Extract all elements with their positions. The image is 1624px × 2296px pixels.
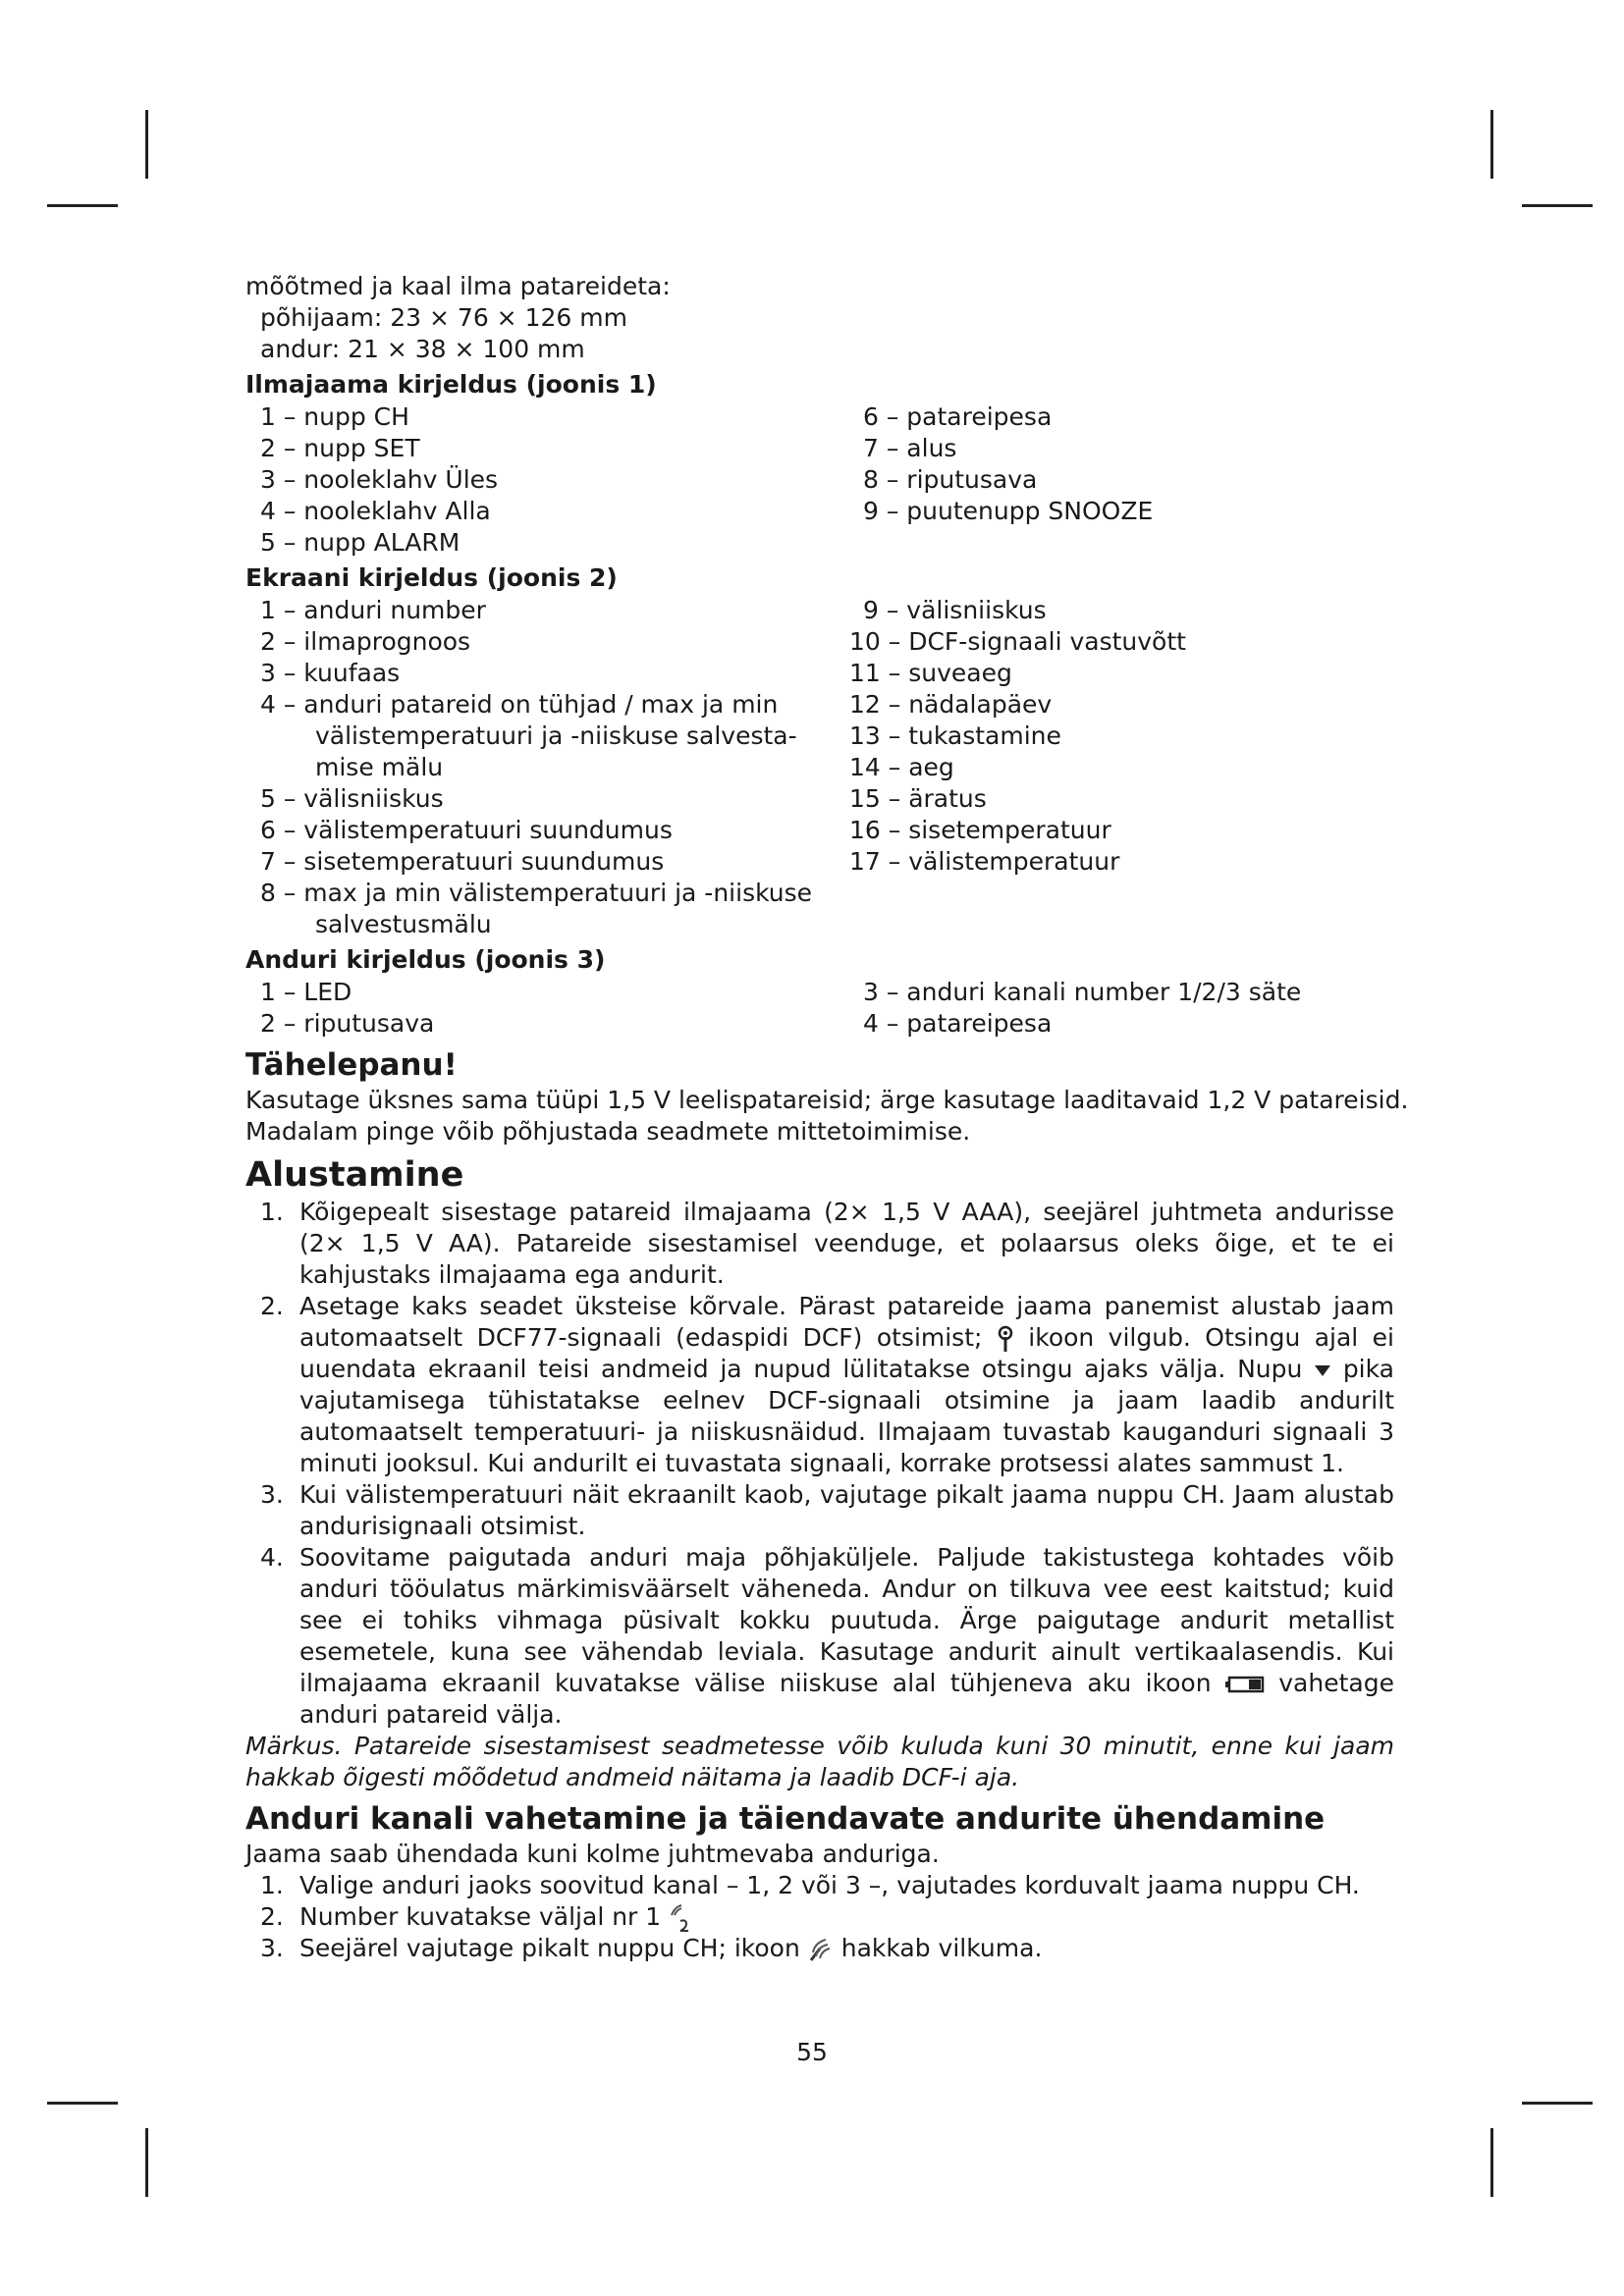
list-item: 8 – max ja min välistemperatuuri ja -niiskuse	[260, 879, 813, 907]
low-battery-icon	[1225, 1676, 1265, 1693]
list-number: 1.	[260, 1871, 284, 1899]
list-item: 5 – välisniiskus	[260, 784, 444, 813]
list-item	[245, 1901, 1394, 1933]
list-item: 3 – nooleklahv Üles	[260, 465, 499, 494]
list-item: 6 – välistemperatuuri suundumus	[260, 816, 673, 844]
list-item: 16 – sisetemperatuur	[849, 816, 1111, 844]
list-item: 2 – ilmaprognoos	[260, 627, 471, 656]
list-text: Asetage kaks seadet üksteise kõrvale. Pärast patareide jaama panemist alustab jaam automaatselt DCF77-signaali (edaspidi DCF) otsimist;	[299, 1292, 1394, 1352]
list-text: Soovitame paigutada anduri maja põhjaküljele. Paljude takistustega kohtades võib anduri tööulatus märkimisväärselt väheneda. Andur on tilkuva vee eest kaitstud; kuid see ei tohiks vihmaga püsivalt kokku puutuda. Ärge paigutage andurit metallist esemetele, kuna see vähendab leviala. Kasutage andurit ainult vertikaalasendis. Kui ilmajaama ekraanil kuvatakse välise niiskuse alal tühjeneva aku ikoon	[299, 1543, 1394, 1697]
list-item-continuation: välistemperatuuri ja -niiskuse salvesta-	[315, 721, 797, 750]
section-heading: Alustamine	[245, 1155, 464, 1195]
list-item: 9 – välisniiskus	[863, 596, 1047, 624]
channel-steps	[245, 1870, 1394, 1964]
list-text: ikoon vilgub. Otsingu ajal ei uuendata ekraanil teisi andmeid ja nupud lülitatakse otsingu ajaks välja. Nupu	[299, 1323, 1394, 1383]
list-number: 4.	[260, 1543, 284, 1572]
note-paragraph: Märkus. Patareide sisestamisest seadmetesse võib kuluda kuni 30 minutit, enne kui jaam hakkab õigesti mõõdetud andmeid näitama ja laadib DCF-i aja.	[245, 1732, 1394, 1791]
list-item: 10 – DCF-signaali vastuvõtt	[849, 627, 1186, 656]
list-item: 3 – kuufaas	[260, 659, 401, 687]
list-item: 1 – LED	[260, 978, 352, 1006]
list-item	[245, 1542, 1394, 1731]
paragraph-line: Kasutage üksnes sama tüüpi 1,5 V leelispatareisid; ärge kasutage laaditavaid 1,2 V patareisid.	[245, 1086, 1409, 1114]
start-steps	[245, 1197, 1394, 1731]
list-item: 14 – aeg	[849, 753, 954, 781]
section-heading: Tähelepanu!	[245, 1047, 458, 1083]
list-item: 6 – patareipesa	[863, 402, 1053, 431]
list-item: 8 – riputusava	[863, 465, 1038, 494]
list-number: 2.	[260, 1902, 284, 1931]
crop-mark	[1522, 204, 1593, 207]
list-text: Kõigepealt sisestage patareid ilmajaama (2× 1,5 V AAA), seejärel juhtmeta andurisse (2× 1,5 V AA). Patareide sisestamisel veenduge, et polaarsus oleks õige, et te ei kahjustaks ilmajaama ega andurit.	[299, 1198, 1394, 1289]
dcf-antenna-icon	[997, 1325, 1014, 1353]
list-text: Seejärel vajutage pikalt nuppu CH; ikoon	[299, 1934, 800, 1962]
list-number: 2.	[260, 1292, 284, 1320]
list-text: pika vajutamisega tühistatakse eelnev DCF-signaali otsimine ja jaam laadib andurilt automaatselt temperatuuri- ja niiskusnäidud. Ilmajaam tuvastab kauganduri signaali 3 minuti jooksul. Kui andurilt ei tuvastata signaali, korrake protsessi alates sammust 1.	[299, 1355, 1394, 1477]
crop-mark	[1490, 110, 1493, 179]
intro-line: andur: 21 × 38 × 100 mm	[260, 335, 585, 363]
list-item: 13 – tukastamine	[849, 721, 1061, 750]
list-item	[245, 1479, 1394, 1542]
section-heading: Anduri kirjeldus (joonis 3)	[245, 945, 606, 974]
list-item: 11 – suveaeg	[849, 659, 1012, 687]
crop-mark	[1522, 2102, 1593, 2105]
down-triangle-icon	[1314, 1363, 1331, 1377]
list-item	[245, 1291, 1394, 1479]
page-number: 55	[796, 2038, 828, 2066]
list-item: 4 – anduri patareid on tühjad / max ja min	[260, 690, 779, 719]
section-heading: Ilmajaama kirjeldus (joonis 1)	[245, 370, 657, 399]
list-item	[245, 1933, 1394, 1964]
screen-parts	[245, 595, 1394, 940]
list-item-continuation: mise mälu	[315, 753, 444, 781]
intro-line: mõõtmed ja kaal ilma patareideta:	[245, 272, 671, 300]
list-text: Kui välistemperatuuri näit ekraanilt kaob, vajutage pikalt jaama nuppu CH. Jaam alustab andurisignaali otsimist.	[299, 1480, 1394, 1540]
section-heading: Ekraani kirjeldus (joonis 2)	[245, 563, 618, 592]
crop-mark	[47, 2102, 118, 2105]
list-item: 17 – välistemperatuur	[849, 847, 1120, 876]
section-heading: Anduri kanali vahetamine ja täiendavate andurite ühendamine	[245, 1801, 1326, 1837]
list-item: 4 – patareipesa	[863, 1009, 1053, 1038]
list-item	[245, 1197, 1394, 1291]
list-item: 2 – nupp SET	[260, 434, 420, 462]
sensor-parts	[245, 977, 1394, 1040]
page-content	[245, 271, 1409, 1964]
list-item: 9 – puutenupp SNOOZE	[863, 497, 1154, 525]
crop-mark	[47, 204, 118, 207]
list-item: 5 – nupp ALARM	[260, 528, 460, 557]
list-item: 4 – nooleklahv Alla	[260, 497, 491, 525]
list-item: 1 – anduri number	[260, 596, 486, 624]
list-item-continuation: salvestusmälu	[315, 910, 492, 938]
sensor-signal-icon	[808, 1937, 834, 1962]
list-number: 1.	[260, 1198, 284, 1226]
list-number: 3.	[260, 1934, 284, 1962]
station-parts	[245, 401, 1394, 559]
list-item: 12 – nädalapäev	[849, 690, 1053, 719]
paragraph-line: Jaama saab ühendada kuni kolme juhtmevaba anduriga.	[245, 1840, 940, 1868]
list-item: 1 – nupp CH	[260, 402, 409, 431]
channel-signal-icon	[669, 1903, 692, 1933]
list-text: Valige anduri jaoks soovitud kanal – 1, 2 või 3 –, vajutades korduvalt jaama nuppu CH.	[299, 1871, 1360, 1899]
list-text: Number kuvatakse väljal nr 1	[299, 1902, 662, 1931]
list-text: hakkab vilkuma.	[840, 1934, 1043, 1962]
list-item	[245, 1870, 1394, 1901]
list-text: vahetage anduri patareid välja.	[299, 1669, 1394, 1729]
list-number: 3.	[260, 1480, 284, 1509]
list-item: 2 – riputusava	[260, 1009, 435, 1038]
paragraph-line: Madalam pinge võib põhjustada seadmete mittetoimimise.	[245, 1117, 971, 1146]
crop-mark	[145, 110, 148, 179]
list-item: 15 – äratus	[849, 784, 987, 813]
list-item: 7 – sisetemperatuuri suundumus	[260, 847, 665, 876]
crop-mark	[1490, 2128, 1493, 2197]
list-item: 3 – anduri kanali number 1/2/3 säte	[863, 978, 1302, 1006]
crop-mark	[145, 2128, 148, 2197]
intro-line: põhijaam: 23 × 76 × 126 mm	[260, 303, 627, 332]
list-item: 7 – alus	[863, 434, 957, 462]
